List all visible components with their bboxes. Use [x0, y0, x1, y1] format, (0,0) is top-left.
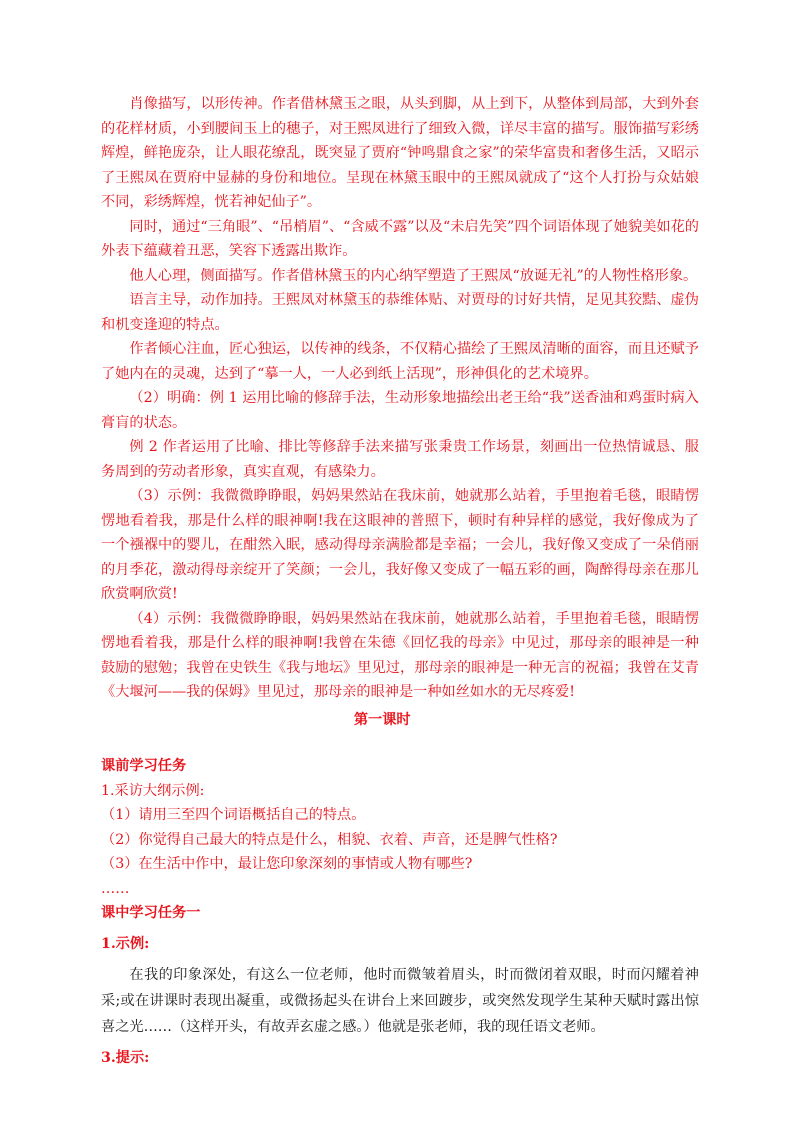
interview-item-2: （2）你觉得自己最大的特点是什么，相貌、衣着、声音，还是脾气性格?	[101, 831, 558, 848]
paragraph-portrait: 肖像描写，以形传神。作者借林黛玉之眼，从头到脚，从上到下，从整体到局部，大到外套的花样材质，小到腰间玉上的穗子，对王熙凤进行了细致入微，详尽丰富的描写。服饰描写彩绣辉煌，鲜艳庞杂，让人眼花缭乱，既突显了贾府“钟鸣鼎食之家”的荣华富贵和奢侈生活，又昭示了王熙凤在贾府中显赫的身份和地位。呈现在林黛玉眼中的王熙凤就成了“这个人打扮与众姑娘不同，彩绣辉煌，恍若神妃仙子”。	[101, 96, 699, 210]
lesson-title: 第一课时	[353, 711, 411, 728]
interview-outline-label: 1.采访大纲示例:	[101, 782, 205, 799]
paragraph-answer-4: （4）示例：我微微睁睁眼，妈妈果然站在我床前，她就那么站着，手里抱着毛毯，眼睛愣愣地看着我，那是什么样的眼神啊!我曾在朱德《回忆我的母亲》中见过，那母亲的眼神是一种鼓励的慰勉；我曾在史铁生《我与地坛》里见过，那母亲的眼神是一种无言的祝福；我曾在艾青《大堰河——我的保姆》里见过，那母亲的眼神是一种如丝如水的无尽疼爱!	[101, 610, 699, 700]
paragraph-language: 语言主导，动作加持。王熙凤对林黛玉的恭维体贴、对贾母的讨好共情，足见其狡黠、虚伪和机变逢迎的特点。	[101, 292, 699, 333]
interview-item-1: （1）请用三至四个词语概括自己的特点。	[101, 807, 366, 823]
paragraph-author: 作者倾心注血，匠心独运，以传神的线条，不仅精心描绘了王熙凤清晰的面容，而且还赋予了她内在的灵魂，达到了“摹一人，一人必到纸上活现”，形神俱化的艺术境界。	[101, 341, 699, 382]
paragraph-meanwhile: 同时，通过“三角眼”、“吊梢眉”、“含威不露”以及“未启先笑”四个词语体现了她貌美如花的外表下蕴藏着丑恶，笑容下透露出欺诈。	[101, 218, 699, 259]
pre-class-title: 课前学习任务	[101, 758, 187, 774]
interview-item-3: （3）在生活中作中，最让您印象深刻的事情或人物有哪些?	[101, 856, 473, 872]
paragraph-psychology: 他人心理，侧面描写。作者借林黛玉的内心纳罕塑造了王熙凤“放诞无礼”的人物性格形象。	[129, 267, 698, 284]
paragraph-answer-3: （3）示例：我微微睁睁眼，妈妈果然站在我床前，她就那么站着，手里抱着毛毯，眼睛愣愣地看着我，那是什么样的眼神啊!我在这眼神的普照下，顿时有种异样的感觉，我好像成为了一个襁褓中的婴儿，在酣然入眠，感动得母亲满脸都是幸福；一会儿，我好像又变成了一朵俏丽的月季花，激动得母亲绽开了笑颜；一会儿，我好像又变成了一幅五彩的画，陶醉得母亲在那儿欣赏啊欣赏!	[101, 488, 699, 602]
paragraph-example-2: 例 2 作者运用了比喻、排比等修辞手法来描写张秉贵工作场景，刻画出一位热情诚恳、服务周到的劳动者形象，真实直观，有感染力。	[101, 439, 699, 480]
example-label: 1.示例:	[101, 935, 150, 952]
in-class-title: 课中学习任务一	[101, 905, 201, 921]
example-paragraph: 在我的印象深处，有这么一位老师，他时而微皱着眉头，时而微闭着双眼，时而闪耀着神采;或在讲课时表现出凝重，或微扬起头在讲台上来回踱步，或突然发现学生某种天赋时露出惊喜之光……（这样开头，有故弄玄虚之感。）他就是张老师，我的现任语文老师。	[101, 967, 699, 1035]
hint-label: 3.提示:	[101, 1050, 150, 1066]
ellipsis: ……	[101, 880, 130, 897]
document-body	[101, 92, 699, 1071]
paragraph-answer-2: （2）明确：例 1 运用比喻的修辞手法，生动形象地描绘出老王给“我”送香油和鸡蛋时病入膏肓的状态。	[101, 390, 699, 431]
